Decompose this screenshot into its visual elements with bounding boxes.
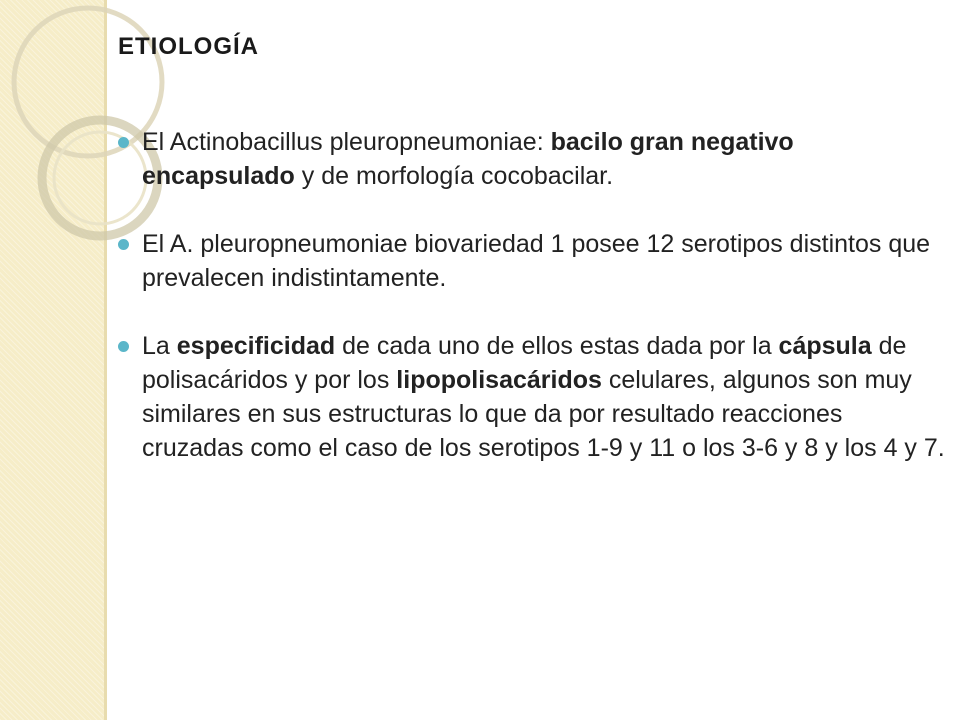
bullet-list (118, 125, 948, 465)
bullet-segment: de cada uno de ellos estas dada por la (335, 332, 779, 360)
bullet-segment: El Actinobacillus pleuropneumoniae: (142, 128, 551, 156)
bullet-segment-bold: lipopolisacáridos (396, 366, 602, 394)
bullet-item (118, 125, 948, 193)
bullet-segment-bold: especificidad (176, 332, 336, 360)
bullet-segment: La (142, 332, 177, 360)
bullet-segment-bold: bacilo gran negativo encapsulado (142, 128, 794, 190)
bullet-dot-icon (118, 341, 129, 352)
bullet-segment: celulares, algunos son muy similares en sus estructuras lo que da por resultado reacciones cruzadas como el caso de los serotipos 1-9 y 11 o los 3-6 y 8 y los 4 y 7. (142, 366, 945, 462)
bullet-dot-icon (118, 137, 129, 148)
bullet-segment: y de morfología cocobacilar. (294, 162, 614, 190)
bullet-segment: de polisacáridos y por los (142, 332, 907, 394)
bullet-segment: El A. pleuropneumoniae biovariedad 1 posee 12 serotipos distintos que prevalecen indistintamente. (142, 230, 931, 292)
bullet-item (118, 227, 948, 295)
bullet-segment-bold: cápsula (778, 332, 872, 360)
bullet-item (118, 329, 948, 465)
slide-title: ETIOLOGÍA (118, 33, 259, 60)
bullet-dot-icon (118, 239, 129, 250)
